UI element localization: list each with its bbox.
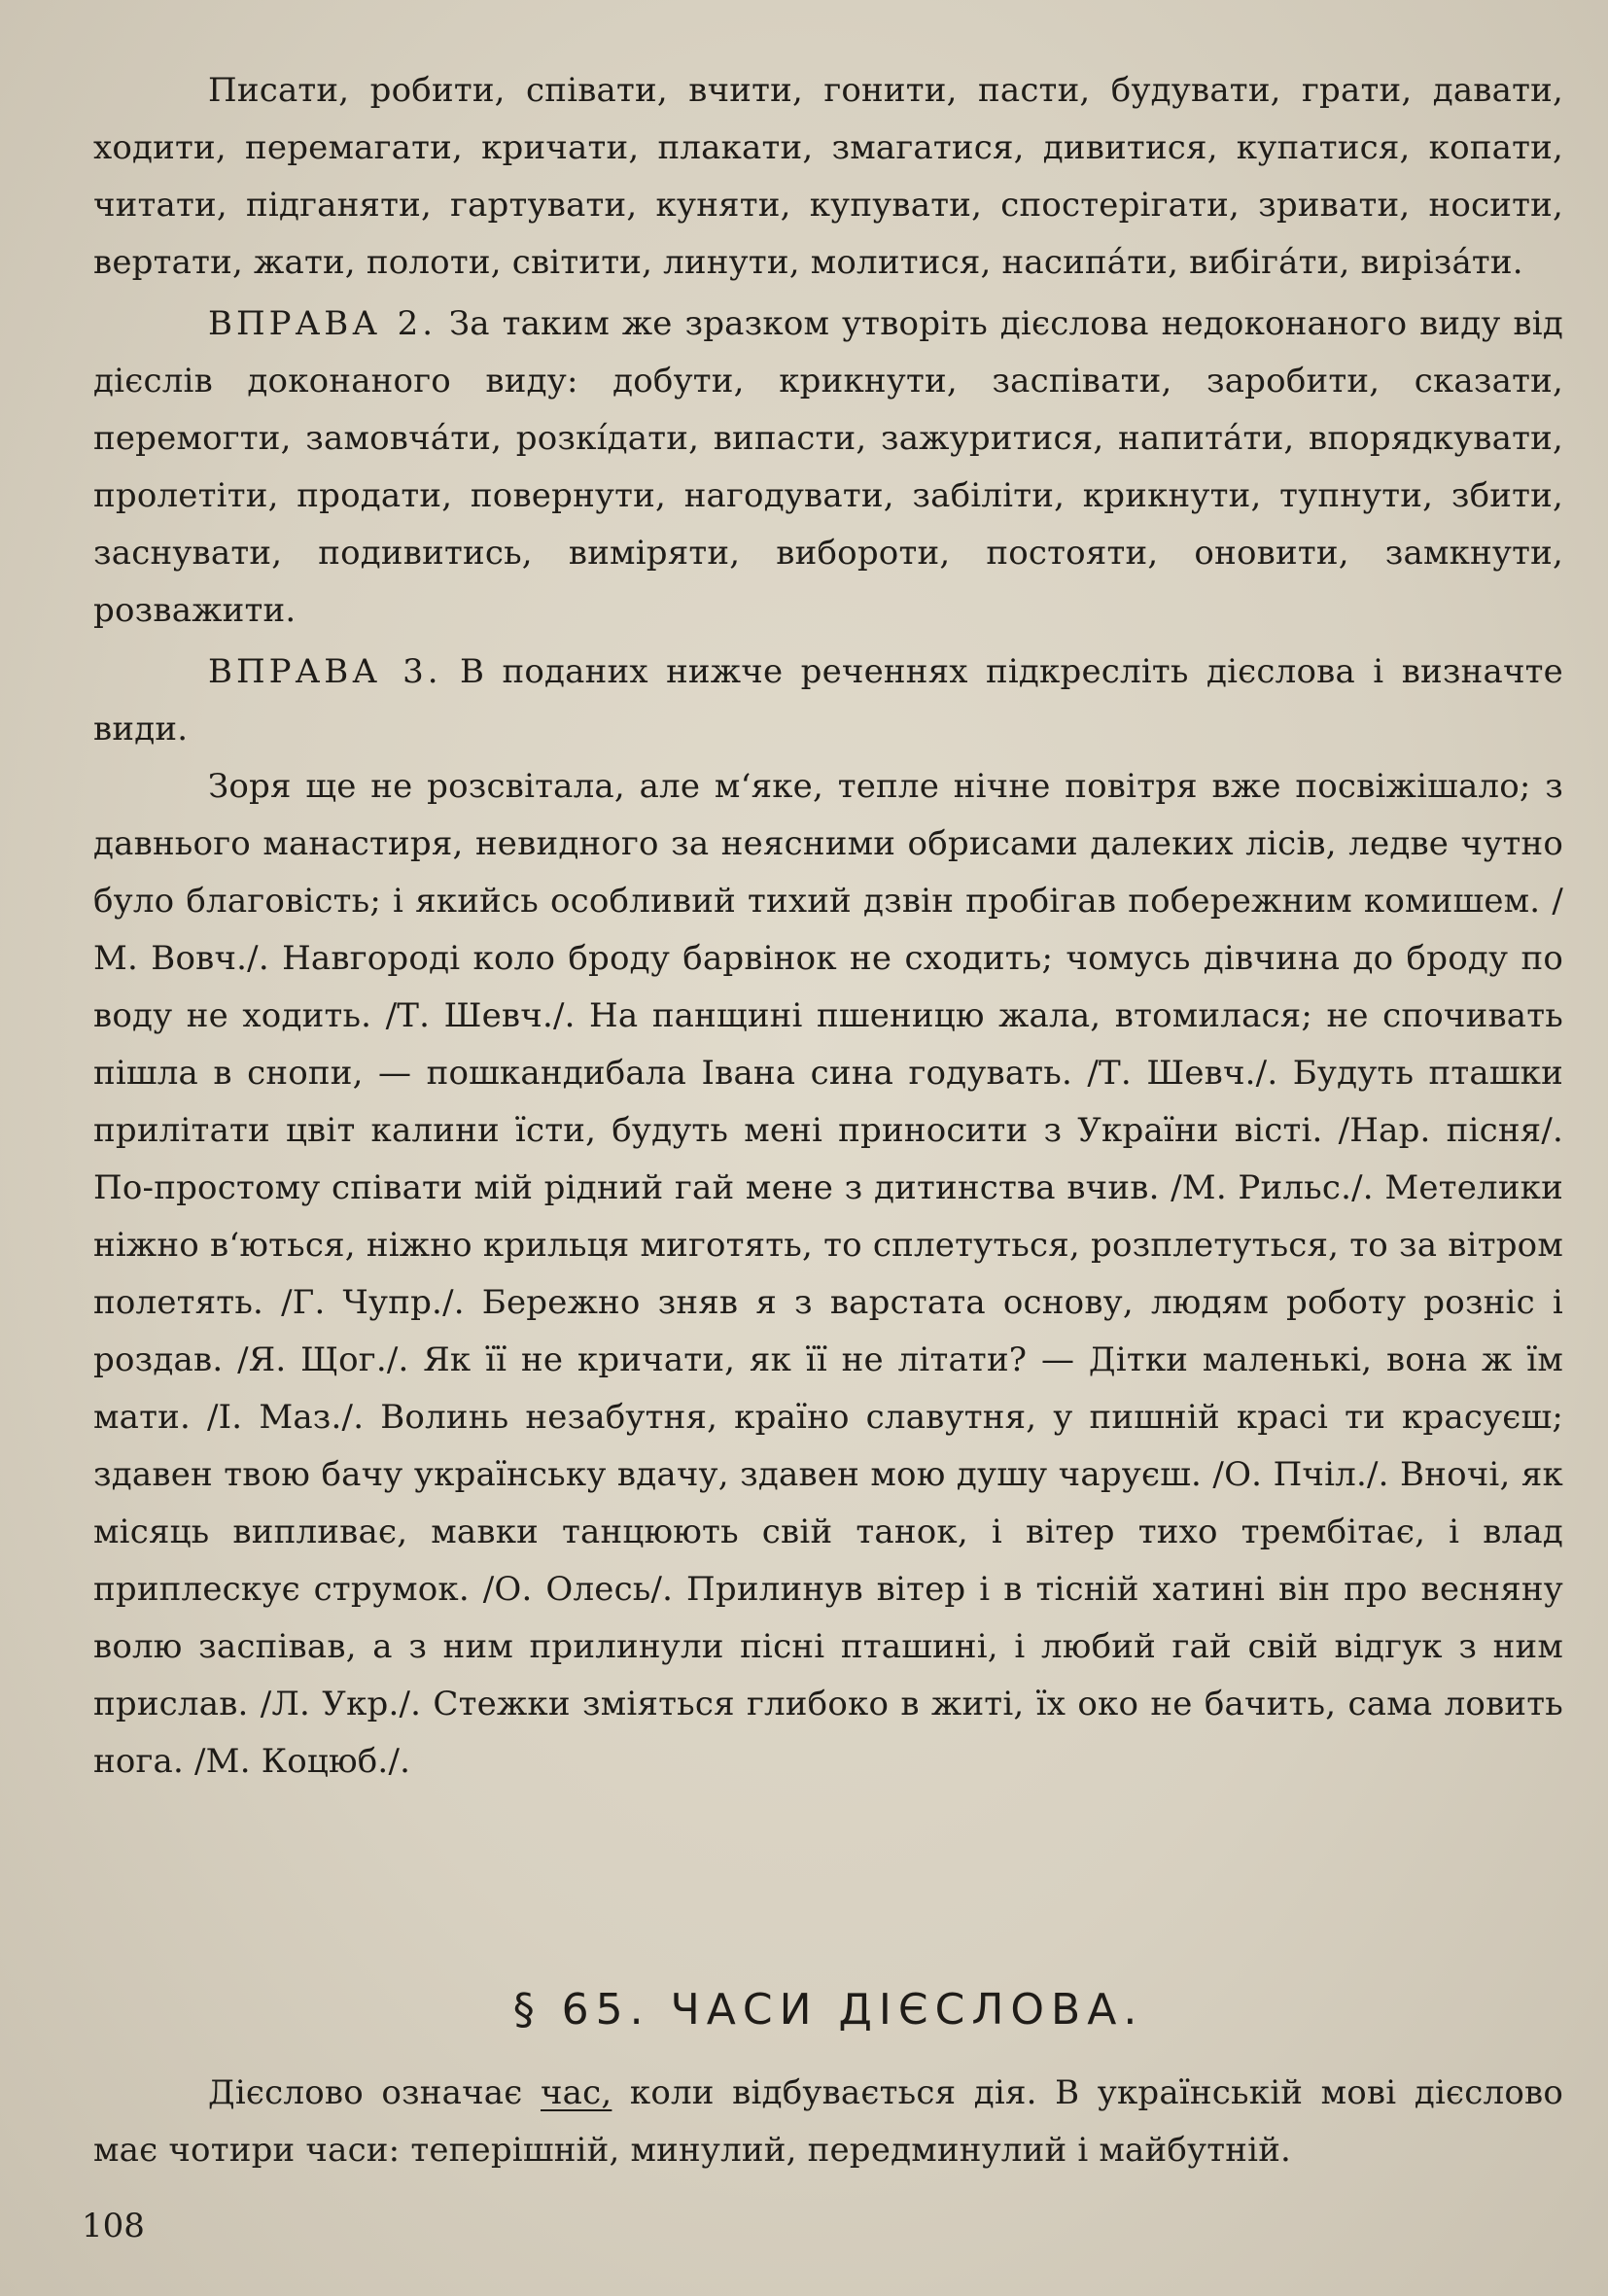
exercise-3-instruction: В поданих нижче реченнях підкресліть дієслова і визначте види. bbox=[93, 652, 1564, 748]
underlined-term: час, bbox=[541, 2073, 612, 2112]
exercise-3-sentences: Зоря ще не розсвітала, але м‘яке, тепле нічне повітря вже посвіжішало; з давнього манастиря, невидного за неясними обрисами далеких лісів, ледве чутно було благовість; і якийсь особливий тихий дзвін пробігав побережним комишем. /М. Вовч./. Навгороді коло броду барвінок не сходить; чомусь дівчина до броду по воду не ходить. /Т. Шевч./. На панщині пшеницю жала, втомилася; не спочивать пішла в снопи, — пошкандибала Івана сина годувать. /Т. Шевч./. Будуть пташки прилітати цвіт калини їсти, будуть мені приносити з України вісті. /Нар. пісня/. По-простому співати мій рідний гай мене з дитинства вчив. /М. Рильс./. Метелики ніжно в‘ються, ніжно крильця миготять, то сплетуться, розплетуться, то за вітром полетять. /Г. Чупр./. Бережно зняв я з варстата основу, людям роботу розніс і роздав. /Я. Щог./. Як її не кричати, як її не літати? — Дітки маленькі, вона ж їм мати. /І. Маз./. Волинь незабутня, країно славутня, у пишній красі ти красуєш; здавен твою бачу українську вдачу, здавен мою душу чаруєш. /О. Пчіл./. Вночі, як місяць випливає, мавки танцюють свій танок, і вітер тихо трембітає, і влад приплескує струмок. /О. Олесь/. Прилинув вітер і в тісній хатині він про весняну волю заспівав, а з ним прилинули пісні пташині, і любий гай свій відгук з ним прислав. /Л. Укр./. Стежки зміяться глибоко в житі, їх око не бачить, сама ловить нога. /М. Коцюб./. bbox=[93, 767, 1563, 1781]
page-number: 108 bbox=[82, 2207, 145, 2245]
section-text-before: Дієслово означає bbox=[208, 2073, 541, 2112]
section-text-after: коли відбувається дія. В українській мові дієслово має чотири часи: теперішній, минулий, передминулий і майбутній. bbox=[93, 2073, 1564, 2170]
exercise-3-heading: ВПРАВА 3. bbox=[208, 652, 442, 691]
exercise-2-heading: ВПРАВА 2. bbox=[208, 304, 437, 343]
section-title: § 65. ЧАСИ ДІЄСЛОВА. bbox=[512, 1985, 1144, 2035]
section-intro-paragraph bbox=[93, 2065, 1563, 2179]
page-content bbox=[93, 62, 1563, 1791]
exercise-1-verb-list: Писати, робити, співати, вчити, гонити, пасти, будувати, грати, давати, ходити, перемагати, кричати, плакати, змагатися, дивитися, купатися, копати, читати, підганяти, гартувати, куняти, купувати, спостерігати, зривати, носити, вертати, жати, полоти, світити, линути, молитися, насипа́ти, вибіга́ти, виріза́ти. bbox=[93, 71, 1563, 282]
exercise-2 bbox=[93, 296, 1563, 640]
exercise-2-text: За таким же зразком утворіть дієслова недоконаного виду від дієслів доконаного виду: добути, крикнути, заспівати, заробити, сказати, перемогти, замовча́ти, розкі́дати, випасти, зажуритися, напита́ти, впорядкувати, пролетіти, продати, повернути, нагодувати, забіліти, крикнути, тупнути, збити, заснувати, подивитись, виміряти, виборoти, постояти, оновити, замкнути, розважити. bbox=[93, 304, 1563, 630]
exercise-3-instruction-paragraph bbox=[93, 644, 1563, 758]
